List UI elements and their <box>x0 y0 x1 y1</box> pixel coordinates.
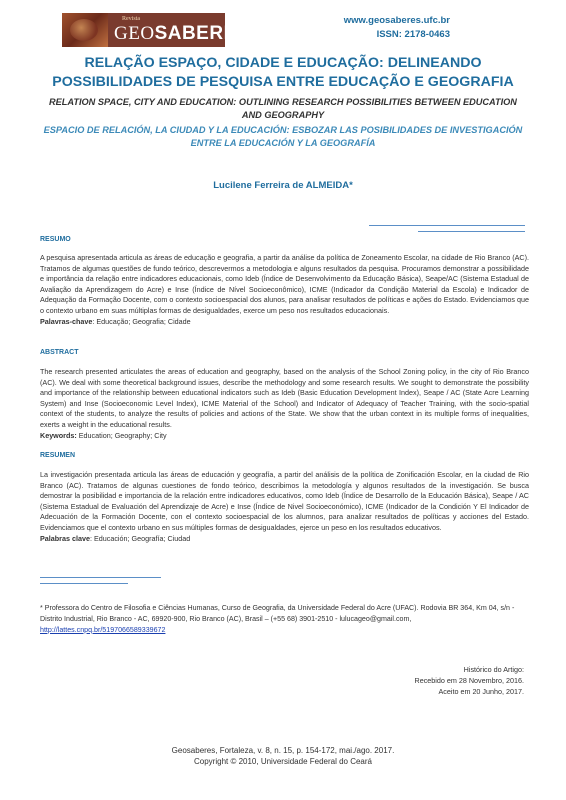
title-en-line1: RELATION SPACE, CITY AND EDUCATION: OUTLINING RESEARCH POSSIBILITIES BETWEEN EDUCATION <box>49 97 517 107</box>
title-es-line2: ENTRE LA EDUCACIÓN Y LA GEOGRAFÍA <box>190 138 376 148</box>
resumen-heading: RESUMEN <box>40 452 76 459</box>
resumo-section <box>40 253 529 327</box>
resumo-heading: RESUMO <box>40 236 71 243</box>
abstract-keywords-text: Education; Geography; City <box>76 430 167 440</box>
logo-prefix: GEO <box>114 23 155 44</box>
lattes-link[interactable]: http://lattes.cnpq.br/5197066589339672 <box>40 625 166 634</box>
footer-citation: Geosaberes, Fortaleza, v. 8, n. 15, p. 154-172, mai./ago. 2017. <box>171 746 395 755</box>
journal-logo <box>62 13 250 47</box>
title-pt-line2: POSSIBILIDADES DE PESQUISA ENTRE EDUCAÇÃO E GEOGRAFIA <box>52 74 514 90</box>
issn: ISSN: 2178-0463 <box>376 29 450 40</box>
abstract-section <box>40 367 529 441</box>
title-english <box>20 96 546 122</box>
logo-small-text: Revista <box>122 16 140 22</box>
resumo-keywords-text: : Educação; Geografia; Cidade <box>92 316 191 326</box>
logo-emblem-icon <box>62 13 108 47</box>
author-footnote <box>40 603 529 635</box>
footnote-text: * Professora do Centro de Filosofia e Ciências Humanas, Curso de Geografia, da Universidade Federal do Acre (UFAC). Rodovia BR 364, Km 04, s/n - Distrito Industrial, Rio Branco - AC, 69920-900, Rio Branco (AC), Brasil – (+55 68) 3901-2510 - lulucageo@gmail.com, <box>40 604 515 623</box>
resumo-text: A pesquisa apresentada articula as áreas de educação e geografia, a partir da análise da política de Zoneamento Escolar, na cidade de Rio Branco (AC). Tratamos de algumas questões de fundo teórico, descrevermos a metodologia e alguns resultados da pesquisa. Procuramos demonstrar a possibilidade e importância da relação entre indicadores educacionais, como Ideb (Índice de Desenvolvimento da Educação Básica), Seape/AC (Sistema Estadual de Avaliação da Aprendizagem do Acre) e Inse (Índice de Nível Socioeconômico), ICME (Indicador da Condição Material da Escola) e Indicador de Adequação da Formação Docente, com o contexto socioespacial dos alunos, para analisar resultados de políticas e ações do Estado. Evidenciamos que o contexto urbano em suas múltiplas formas de desigualdades, exerce um peso nos resultados educacionais. <box>40 253 529 315</box>
title-en-line2: AND GEOGRAPHY <box>241 110 325 120</box>
article-history <box>415 664 524 697</box>
resumo-keywords <box>40 317 529 328</box>
title-spanish <box>20 124 546 150</box>
page-footer <box>0 745 566 767</box>
abstract-keywords <box>40 431 529 442</box>
abstract-heading: ABSTRACT <box>40 349 79 356</box>
abstract-text: The research presented articulates the areas of education and geography, based on the analysis of the School Zoning policy, in the city of Rio Branco (AC). We deal with some theoretical background issues, describe the methodology and some research results. We sought to demonstrate the possibility and importance of the relationship between educational indicators such as Ideb (Basic Education Development Index), Seape / AC (State Acre Learning System) and Inse (Socioeconomic Level Index), ICME Material of the School) and Indicator of Adequacy of Teacher Training, with the socio-spatial context of the students, to analyze the results of policies and actions of the State. We show that the urban context in its multiple forms of inequalities, exerts a weight in the educational results. <box>40 367 529 429</box>
resumen-keywords-label: Palabras clave <box>40 533 90 543</box>
site-url-link[interactable]: www.geosaberes.ufc.br <box>343 15 450 26</box>
abstract-keywords-label: Keywords: <box>40 430 77 440</box>
divider-line <box>418 231 525 232</box>
logo-wordmark <box>114 23 250 45</box>
history-accepted: Aceito em 20 Junho, 2017. <box>438 687 524 696</box>
title-es-line1: ESPACIO DE RELACIÓN, LA CIUDAD Y LA EDUCACIÓN: ESBOZAR LAS POSIBILIDADES DE INVESTIGACIÓN <box>43 125 523 135</box>
author-name: Lucilene Ferreira de ALMEIDA* <box>213 180 353 191</box>
footnote-divider <box>40 583 128 584</box>
title-portuguese <box>20 54 546 92</box>
resumen-text: La investigación presentada articula las áreas de educación y geografía, a partir del análisis de la política de Zonificación Escolar, en la ciudad de Rio Branco (AC). Tratamos de algunas cuestiones de fondo teórico, describimos la metodología y algunos resultados de la investigación. Se busca demostrar la posibilidad e importancia de la relación entre indicadores educativos, como Ideb (Índice de Desarrollo de la Educación Básica), Seape / AC (Sistema Estadual de Evaluación del Aprendizaje de Acre) e Inse (Índice de Nivel Socioeconómico), ICME (Indicador de la Condición Y El Indicador de Adecuación de la Formación Docente, con el contexto socioespacial de los alumnos, para analizar resultados de políticas y acciones del Estado. Evidenciamos que el contexto urbano en sus múltiples formas de desigualdades, ejerce un peso en los resultados educativos. <box>40 470 529 532</box>
footnote-divider <box>40 577 161 578</box>
resumo-keywords-label: Palavras-chave <box>40 316 93 326</box>
logo-suffix: SABERES <box>154 23 250 44</box>
history-label: Histórico do Artigo: <box>463 665 524 674</box>
title-pt-line1: RELAÇÃO ESPAÇO, CIDADE E EDUCAÇÃO: DELINEANDO <box>84 55 482 71</box>
divider-line <box>369 225 525 226</box>
journal-info <box>344 14 450 42</box>
resumen-keywords-text: : Educación; Geografía; Ciudad <box>89 533 191 543</box>
resumen-keywords <box>40 534 529 545</box>
history-received: Recebido em 28 Novembro, 2016. <box>414 676 524 685</box>
resumen-section <box>40 470 529 544</box>
footer-copyright: Copyright © 2010, Universidade Federal do Ceará <box>194 757 372 766</box>
